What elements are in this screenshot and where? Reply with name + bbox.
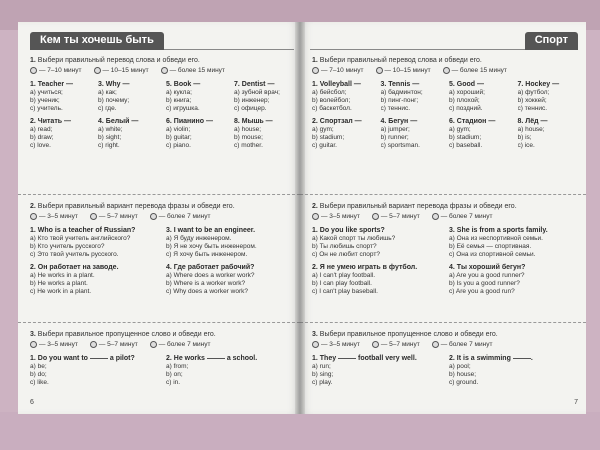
right-ex2-questions (312, 226, 578, 296)
answer-option[interactable]: c) Она из спортивной семьи. (449, 251, 536, 258)
timer: — более 15 минут (443, 67, 507, 74)
left-exercise-2 (30, 202, 294, 296)
answer-option[interactable]: a) white; (98, 126, 123, 133)
answer-option[interactable]: a) violin; (166, 126, 191, 133)
answer-option[interactable]: b) is; (517, 134, 532, 141)
timer: — 3–5 минут (312, 341, 360, 348)
answer-option[interactable]: b) ученик; (30, 97, 60, 104)
timer: — более 15 минут (161, 67, 225, 74)
answer-option[interactable]: a) read; (30, 126, 53, 133)
timer: — 5–7 минут (90, 213, 138, 220)
timer: — 3–5 минут (312, 213, 360, 220)
answer-option[interactable]: c) piano. (166, 142, 191, 149)
smiley-icon (312, 213, 319, 220)
timer: — более 7 минут (432, 341, 493, 348)
answer-option[interactable]: b) I can play football. (312, 280, 372, 287)
answer-option[interactable]: a) He works in a plant. (30, 272, 95, 279)
answer-option[interactable]: b) mouse; (234, 134, 263, 141)
answer-option[interactable]: b) хоккей; (517, 97, 547, 104)
question: 6. Пианино — a) violin; b) guitar; c) piano. (166, 117, 226, 150)
answer-option[interactable]: b) do; (30, 371, 47, 378)
left-ex3-instruction: 3. Выбери правильное пропущенное слово и обведи его. (30, 331, 216, 338)
timer: — 7–10 минут (312, 67, 364, 74)
neutral-face-icon (372, 341, 379, 348)
answer-option[interactable]: a) Where does a worker work? (166, 272, 255, 279)
answer-option[interactable]: c) love. (30, 142, 51, 149)
answer-option[interactable]: c) теннис. (517, 105, 548, 112)
question: 4. Бегун — a) jumper; b) runner; c) sportsman. (381, 117, 442, 150)
right-exercise-3 (312, 330, 578, 387)
answer-option[interactable]: b) Я не хочу быть инженером. (166, 243, 257, 250)
answer-option[interactable]: a) Я буду инженером. (166, 235, 232, 242)
answer-option[interactable]: c) баскетбол. (312, 105, 352, 112)
question: 2. Он работает на заводе. a) He works in a plant. b) He works a plant. c) He work in a plant. (30, 263, 158, 296)
answer-option[interactable]: b) почему; (98, 97, 130, 104)
timer: — 10–15 минут (376, 67, 431, 74)
timer: — 3–5 минут (30, 341, 78, 348)
right-ex2-timers (312, 213, 578, 220)
question: 2. Спортзал — a) gym; b) stadium; c) guitar. (312, 117, 373, 150)
answer-option[interactable]: b) инженер; (234, 97, 270, 104)
answer-option[interactable]: a) gym; (449, 126, 471, 133)
question: 2. Я не умею играть в футбол. a) I can't play football. b) I can play football. c) I can't play baseball. (312, 263, 441, 296)
answer-option[interactable]: b) on; (166, 371, 183, 378)
answer-option[interactable]: c) ice. (517, 142, 535, 149)
question: 3. She is from a sports family. a) Она из неспортивной семьи. b) Её семья — спортивная. c) Она из спортивной семьи. (449, 226, 578, 259)
timer: — более 7 минут (432, 213, 493, 220)
answer-option[interactable]: a) Кто твой учитель английского? (30, 235, 131, 242)
right-ex1-timers (312, 67, 578, 74)
smiley-icon (30, 213, 37, 220)
left-ex3-questions (30, 354, 294, 387)
background-bottom (0, 412, 600, 450)
smiley-icon (312, 341, 319, 348)
neutral-face-icon (94, 67, 101, 74)
answer-option[interactable]: c) sportsman. (380, 142, 420, 149)
answer-option[interactable]: a) I can't play football. (312, 272, 376, 279)
left-header-bar (30, 32, 294, 50)
answer-blank[interactable] (90, 358, 108, 359)
timer: — 5–7 минут (90, 341, 138, 348)
right-ex3-timers (312, 341, 578, 348)
question: 7. Hockey — a) футбол; b) хоккей; c) теннис. (518, 80, 579, 113)
question: 6. Стадион — a) gym; b) stadium; c) baseball. (449, 117, 510, 150)
answer-option[interactable]: b) house; (449, 371, 477, 378)
answer-option[interactable]: c) ground. (449, 379, 479, 386)
sad-face-icon (150, 213, 157, 220)
answer-blank[interactable] (513, 358, 531, 359)
answer-option[interactable]: a) бейсбол; (312, 89, 347, 96)
right-ex3-instruction: 3. Выбери правильное пропущенное слово и обведи его. (312, 331, 498, 338)
left-ex1-instruction: 1. Выбери правильный перевод слова и обведи его. (30, 57, 200, 64)
right-ex2-instruction: 2. Выбери правильный вариант перевода фразы и обведи его. (312, 203, 517, 210)
left-ex2-questions (30, 226, 294, 296)
answer-option[interactable]: c) right. (98, 142, 120, 149)
divider (18, 322, 300, 323)
left-exercise-1 (30, 56, 294, 150)
answer-option[interactable]: c) Он не любит спорт? (312, 251, 380, 258)
right-ex1-questions (312, 80, 578, 150)
question: 1. Do you like sports? a) Какой спорт ты любишь? b) Ты любишь спорт? c) Он не любит спорт? (312, 226, 441, 259)
answer-option[interactable]: b) He works a plant. (30, 280, 88, 287)
answer-blank[interactable] (207, 358, 225, 359)
right-page (300, 22, 586, 414)
question: 4. Белый — a) white; b) sight; c) right. (98, 117, 158, 150)
question: 2. He works a school. a) from; b) on; c) in. (166, 354, 294, 387)
answer-option[interactable]: c) поздний. (449, 105, 483, 112)
right-ex1-instruction: 1. Выбери правильный перевод слова и обведи его. (312, 57, 482, 64)
answer-option[interactable]: c) игрушка. (166, 105, 200, 112)
answer-option[interactable]: c) He work in a plant. (30, 288, 92, 295)
question: 2. It is a swimming . a) pool; b) house; c) ground. (449, 354, 578, 387)
answer-option[interactable]: b) Кто учитель русского? (30, 243, 105, 250)
answer-option[interactable]: b) Её семья — спортивная. (449, 243, 532, 250)
answer-option[interactable]: b) stadium; (312, 134, 345, 141)
answer-option[interactable]: c) Are you a good run? (449, 288, 515, 295)
left-ex1-timers (30, 67, 294, 74)
neutral-face-icon (376, 67, 383, 74)
neutral-face-icon (90, 213, 97, 220)
question: 5. Good — a) хороший; b) плохой; c) поздний. (449, 80, 510, 113)
answer-blank[interactable] (338, 358, 356, 359)
answer-option[interactable]: b) runner; (380, 134, 409, 141)
answer-option[interactable]: a) Она из неспортивной семьи. (449, 235, 543, 242)
answer-option[interactable]: b) Ты любишь спорт? (312, 243, 377, 250)
timer: — 3–5 минут (30, 213, 78, 220)
answer-option[interactable]: a) Какой спорт ты любишь? (312, 235, 396, 242)
question: 1. Do you want to a pilot? a) be; b) do; c) like. (30, 354, 158, 387)
page-number: 6 (30, 399, 34, 406)
answer-option[interactable]: c) baseball. (449, 142, 483, 149)
question: 4. Где работает рабочий? a) Where does a worker work? b) Where is a worker work? c) Why does a worker work? (166, 263, 294, 296)
question: 7. Dentist — a) зубной врач; b) инженер; c) офицер. (234, 80, 294, 113)
answer-option[interactable]: c) like. (30, 379, 49, 386)
smiley-icon (30, 67, 37, 74)
answer-option[interactable]: c) mother. (234, 142, 263, 149)
sad-face-icon (443, 67, 450, 74)
answer-option[interactable]: a) gym; (312, 126, 334, 133)
answer-option[interactable]: a) pool; (449, 363, 471, 370)
right-header-bar (310, 32, 578, 50)
divider (300, 322, 586, 323)
answer-option[interactable]: a) run; (312, 363, 331, 370)
sad-face-icon (432, 341, 439, 348)
answer-option[interactable]: a) футбол; (517, 89, 550, 96)
answer-option[interactable]: c) теннис. (380, 105, 411, 112)
neutral-face-icon (372, 213, 379, 220)
right-exercise-2 (312, 202, 578, 296)
answer-option[interactable]: c) play. (312, 379, 333, 386)
right-ex3-questions (312, 354, 578, 387)
smiley-icon (30, 341, 37, 348)
question: 5. Book — a) кукла; b) книга; c) игрушка. (166, 80, 226, 113)
divider (18, 194, 300, 195)
answer-option[interactable]: a) house; (517, 126, 545, 133)
answer-option[interactable]: a) house; (234, 126, 262, 133)
question: 3. Tennis — a) бадминтон; b) пинг-понг; c) теннис. (381, 80, 442, 113)
question: 4. Ты хороший бегун? a) Are you a good runner? b) Is you a good runner? c) Are you a good run? (449, 263, 578, 296)
answer-option[interactable]: c) Я хочу быть инженером. (166, 251, 248, 258)
timer: — 10–15 минут (94, 67, 149, 74)
answer-option[interactable]: b) плохой; (449, 97, 480, 104)
answer-option[interactable]: b) пинг-понг; (380, 97, 419, 104)
question: 1. They football very well. a) run; b) sing; c) play. (312, 354, 441, 387)
sad-face-icon (150, 341, 157, 348)
answer-option[interactable]: c) Это твой учитель русского. (30, 251, 119, 258)
answer-option[interactable]: a) зубной врач; (234, 89, 280, 96)
answer-option[interactable]: a) кукла; (166, 89, 192, 96)
timer: — 7–10 минут (30, 67, 82, 74)
answer-option[interactable]: b) guitar; (166, 134, 192, 141)
answer-option[interactable]: a) jumper; (380, 126, 410, 133)
right-page-tab-title: Спорт (525, 32, 578, 50)
left-exercise-3 (30, 330, 294, 387)
timer: — более 7 минут (150, 341, 211, 348)
page-number: 7 (574, 399, 578, 406)
answer-option[interactable]: b) Is you a good runner? (449, 280, 520, 287)
left-ex1-questions (30, 80, 294, 150)
answer-option[interactable]: a) be; (30, 363, 47, 370)
answer-option[interactable]: a) учиться; (30, 89, 63, 96)
neutral-face-icon (90, 341, 97, 348)
answer-option[interactable]: c) in. (166, 379, 181, 386)
timer: — 5–7 минут (372, 341, 420, 348)
timer: — более 7 минут (150, 213, 211, 220)
question: 1. Volleyball — a) бейсбол; b) волейбол; c) баскетбол. (312, 80, 373, 113)
answer-option[interactable]: a) бадминтон; (380, 89, 423, 96)
answer-option[interactable]: c) guitar. (312, 142, 337, 149)
answer-option[interactable]: b) stadium; (449, 134, 482, 141)
question: 2. Читать — a) read; b) draw; c) love. (30, 117, 90, 150)
left-ex2-instruction: 2. Выбери правильный вариант перевода фразы и обведи его. (30, 203, 235, 210)
answer-option[interactable]: b) волейбол; (312, 97, 351, 104)
left-ex3-timers (30, 341, 294, 348)
book-spine (295, 22, 305, 414)
answer-option[interactable]: a) from; (166, 363, 189, 370)
answer-option[interactable]: c) где. (98, 105, 117, 112)
answer-option[interactable]: c) офицер. (234, 105, 267, 112)
answer-option[interactable]: c) учитель. (30, 105, 63, 112)
smiley-icon (312, 67, 319, 74)
sad-face-icon (432, 213, 439, 220)
answer-option[interactable]: a) как; (98, 89, 117, 96)
question: 3. I want to be an engineer. a) Я буду инженером. b) Я не хочу быть инженером. c) Я хочу быть инженером. (166, 226, 294, 259)
question: 1. Who is a teacher of Russian? a) Кто твой учитель английского? b) Кто учитель русского? c) Это твой учитель русского. (30, 226, 158, 259)
left-page-tab-title: Кем ты хочешь быть (30, 32, 164, 50)
timer: — 5–7 минут (372, 213, 420, 220)
right-exercise-1 (312, 56, 578, 150)
left-page (18, 22, 300, 414)
question: 8. Мышь — a) house; b) mouse; c) mother. (234, 117, 294, 150)
answer-option[interactable]: c) Why does a worker work? (166, 288, 248, 295)
answer-option[interactable]: c) I can't play baseball. (312, 288, 378, 295)
question: 1. Teacher — a) учиться; b) ученик; c) учитель. (30, 80, 90, 113)
sad-face-icon (161, 67, 168, 74)
left-ex2-timers (30, 213, 294, 220)
answer-option[interactable]: b) draw; (30, 134, 54, 141)
answer-option[interactable]: b) sing; (312, 371, 334, 378)
answer-option[interactable]: b) sight; (98, 134, 122, 141)
answer-option[interactable]: b) Where is a worker work? (166, 280, 246, 287)
question: 8. Лёд — a) house; b) is; c) ice. (518, 117, 579, 150)
answer-option[interactable]: a) Are you a good runner? (449, 272, 525, 279)
question: 3. Why — a) как; b) почему; c) где. (98, 80, 158, 113)
answer-option[interactable]: a) хороший; (449, 89, 485, 96)
answer-option[interactable]: b) книга; (166, 97, 192, 104)
divider (300, 194, 586, 195)
